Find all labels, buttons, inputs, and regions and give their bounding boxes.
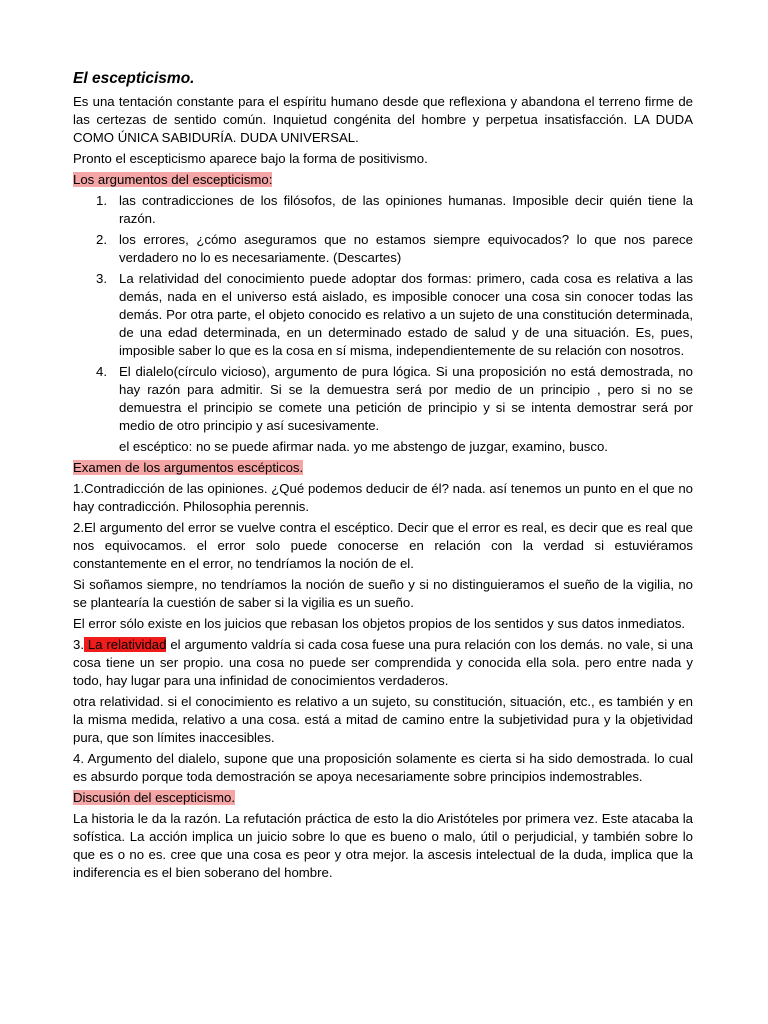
highlighted-heading: Discusión del escepticismo. <box>73 790 235 805</box>
examination-paragraph-1: 1.Contradicción de las opiniones. ¿Qué podemos deducir de él? nada. así tenemos un punto en el que no hay contradicción. Philosophia perennis. <box>73 481 693 514</box>
section-heading-examination <box>73 459 693 477</box>
section-heading-arguments <box>73 171 693 189</box>
intro-paragraph-1: Es una tentación constante para el espíritu humano desde que reflexiona y abandona el terreno firme de las certezas de sentido común. Inquietud congénita del hombre y perpetua insatisfacción. LA DUDA COMO ÚNICA SABIDURÍA. DUDA UNIVERSAL. <box>73 94 693 145</box>
section-heading-discussion <box>73 789 693 807</box>
examination-paragraph-4: El error sólo existe en los juicios que rebasan los objetos propios de los sentidos y sus datos inmediatos. <box>73 616 686 631</box>
discussion-paragraph-1: La historia le da la razón. La refutación práctica de esto la dio Aristóteles por primera vez. Este atacaba la sofística. La acción implica un juicio sobre lo que es bueno o malo, útil o perjudicial, y también sobre lo que es o no es. cree que una cosa es peor y otra mejor. la ascesis intelectual de la duda, implica que la indiferencia es el bien soberano del hombre. <box>73 811 693 880</box>
examination-paragraph-6: otra relatividad. si el conocimiento es relativo a un sujeto, su constitución, situación, etc., es también y en la misma medida, relativo a una cosa. está a mitad de camino entre la subjetividad pura y la objetividad pura, que son límites inaccesibles. <box>73 694 693 745</box>
list-item <box>73 270 693 360</box>
highlighted-heading: Examen de los argumentos escépticos. <box>73 460 304 475</box>
list-item <box>73 363 693 435</box>
list-item-text: las contradicciones de los filósofos, de las opiniones humanas. Imposible decir quién tiene la razón. <box>119 193 693 226</box>
list-item-number: 3. <box>96 271 107 286</box>
highlighted-heading: Los argumentos del escepticismo: <box>73 172 273 187</box>
examination-paragraph-7: 4. Argumento del dialelo, supone que una proposición solamente es cierta si ha sido demostrada. lo cual es absurdo porque toda demostración se apoya necesariamente sobre principios indemostrables. <box>73 751 693 784</box>
paragraph-text: el argumento valdría si cada cosa fuese una pura relación con los demás. no vale, si una cosa tiene un ser propio. una cosa no puede ser comprendida y conocida ella sola. pero entre nada y todo, hay lugar para una infinidad de conocimientos verdaderos. <box>73 637 693 688</box>
list-item <box>73 192 693 228</box>
list-item-text: La relatividad del conocimiento puede adoptar dos formas: primero, cada cosa es relativa a las demás, nada en el universo está aislado, es imposible conocer una cosa sin conocer todas las demás. Por otra parte, el objeto conocido es relativo a un sujeto de una constitución determinada, de una edad determinada, en un determinado estado de salud y de una situación. Es, pues, imposible saber lo que es la cosa en sí misma, independientemente de su relación con nosotros. <box>119 271 693 358</box>
list-item-number: 2. <box>96 232 107 247</box>
paragraph-number: 3. <box>73 637 84 652</box>
list-item-text: los errores, ¿cómo aseguramos que no estamos siempre equivocados? lo que nos parece verdadero no lo es necesariamente. (Descartes) <box>119 232 693 265</box>
examination-paragraph-5 <box>73 636 693 690</box>
examination-paragraph-2: 2.El argumento del error se vuelve contra el escéptico. Decir que el error es real, es decir que es real que nos equivocamos. el error solo puede conocerse en relación con la verdad si estuviéramos constantemente en el error, no tendríamos la noción de el. <box>73 520 693 571</box>
list-item-number: 4. <box>96 364 107 379</box>
list-item <box>73 231 693 267</box>
list-item-number: 1. <box>96 193 107 208</box>
document-title: El escepticismo. <box>73 70 195 87</box>
arguments-list <box>73 192 693 435</box>
skeptic-closing-line: el escéptico: no se puede afirmar nada. yo me abstengo de juzgar, examino, busco. <box>119 439 608 454</box>
list-item-text: El dialelo(círculo vicioso), argumento de pura lógica. Si una proposición no está demostrada, no hay razón para admitir. Si se la demuestra será por medio de un principio , pero si no se demuestra el principio se comete una petición de principio y si se intenta demostrar será por medio de otro principio y así sucesivamente. <box>119 364 693 433</box>
highlighted-phrase: La relatividad <box>84 637 167 652</box>
intro-paragraph-2: Pronto el escepticismo aparece bajo la forma de positivismo. <box>73 151 428 166</box>
examination-paragraph-3: Si soñamos siempre, no tendríamos la noción de sueño y si no distinguieramos el sueño de la vigilia, no se plantearía la cuestión de saber si la vigilia es un sueño. <box>73 577 693 610</box>
